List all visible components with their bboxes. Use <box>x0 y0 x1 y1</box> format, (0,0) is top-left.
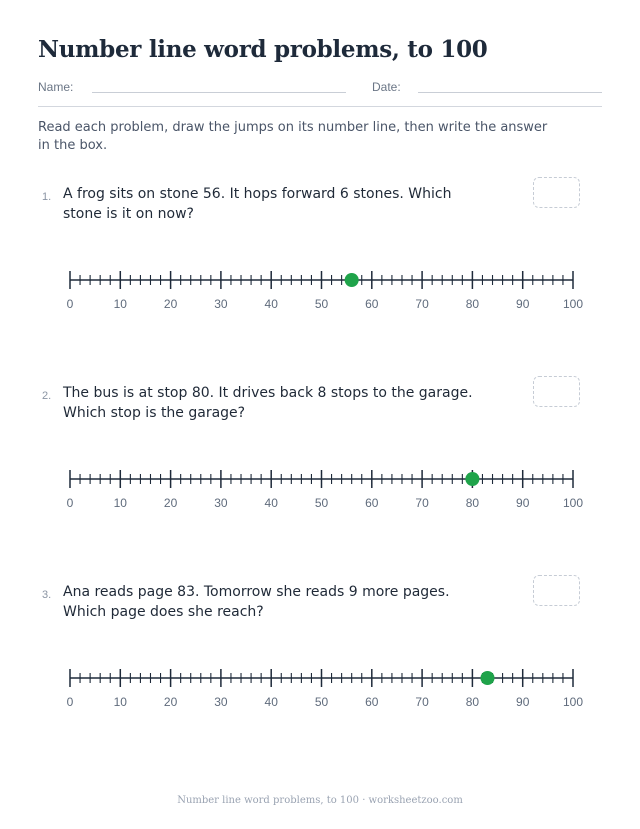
tick-label: 50 <box>314 695 329 709</box>
tick-label: 70 <box>415 297 429 311</box>
start-marker[interactable] <box>465 472 479 486</box>
date-field[interactable] <box>418 92 602 93</box>
tick-label: 90 <box>516 297 530 311</box>
tick-label: 70 <box>415 496 429 510</box>
tick-label: 30 <box>214 297 228 311</box>
problem-text: A frog sits on stone 56. It hops forward 6 stones. Which stone is it on now? <box>63 186 452 222</box>
tick-label: 0 <box>66 297 74 311</box>
tick-label: 20 <box>163 496 178 510</box>
tick-label: 60 <box>365 496 379 510</box>
problem-text: The bus is at stop 80. It drives back 8 stops to the garage. Which stop is the garage? <box>63 385 473 421</box>
tick-label: 20 <box>163 297 178 311</box>
number-line[interactable] <box>0 455 640 511</box>
problem-number: 2. <box>42 390 52 402</box>
problem-number: 1. <box>42 191 52 203</box>
tick-label: 70 <box>415 695 429 709</box>
problem-1 <box>0 184 640 364</box>
tick-label: 80 <box>465 297 480 311</box>
tick-label: 90 <box>516 496 530 510</box>
name-field[interactable] <box>92 92 346 93</box>
tick-label: 10 <box>113 695 127 709</box>
name-date-row <box>38 80 602 100</box>
problem-text: Ana reads page 83. Tomorrow she reads 9 more pages. Which page does she reach? <box>63 584 450 620</box>
footer: Number line word problems, to 100 · worksheetzoo.com <box>177 795 463 806</box>
tick-label: 40 <box>264 496 278 510</box>
page-title: Number line word problems, to 100 <box>38 36 488 63</box>
tick-label: 40 <box>264 695 278 709</box>
tick-label: 100 <box>562 496 584 510</box>
tick-label: 10 <box>113 297 127 311</box>
tick-label: 10 <box>113 496 127 510</box>
problem-number: 3. <box>42 589 52 601</box>
tick-label: 30 <box>214 695 228 709</box>
tick-label: 80 <box>465 496 480 510</box>
answer-box[interactable] <box>533 177 580 208</box>
problem-2 <box>0 383 640 563</box>
answer-box[interactable] <box>533 575 580 606</box>
tick-label: 100 <box>562 297 584 311</box>
tick-label: 40 <box>264 297 278 311</box>
tick-label: 0 <box>66 496 74 510</box>
tick-label: 60 <box>365 695 379 709</box>
start-marker[interactable] <box>480 671 494 685</box>
tick-label: 100 <box>562 695 584 709</box>
tick-label: 50 <box>314 297 329 311</box>
tick-label: 80 <box>465 695 480 709</box>
problem-3 <box>0 582 640 762</box>
number-line[interactable] <box>0 256 640 312</box>
date-label: Date: <box>372 80 401 94</box>
answer-box[interactable] <box>533 376 580 407</box>
start-marker[interactable] <box>345 273 359 287</box>
tick-label: 60 <box>365 297 379 311</box>
header-divider <box>38 106 602 107</box>
tick-label: 30 <box>214 496 228 510</box>
name-label: Name: <box>38 80 74 94</box>
tick-label: 90 <box>516 695 530 709</box>
tick-label: 0 <box>66 695 74 709</box>
instructions: Read each problem, draw the jumps on its number line, then write the answer in the box. <box>38 120 548 153</box>
number-line[interactable] <box>0 654 640 710</box>
tick-label: 50 <box>314 496 329 510</box>
tick-label: 20 <box>163 695 178 709</box>
